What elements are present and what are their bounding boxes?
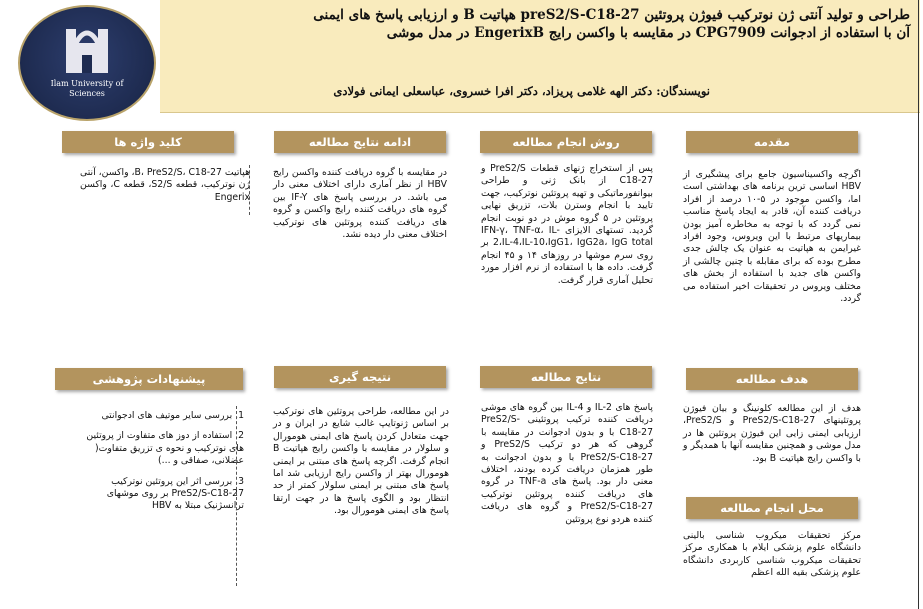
suggestion-item: 2. استفاده از دوز های متفاوت از پروتئین های نوترکیب و نحوه ی تزریق متفاوت( عضلانی، صفاقی و ...) xyxy=(86,430,244,467)
keywords-heading: کلید واژه ها xyxy=(62,131,234,153)
right-border xyxy=(918,0,919,609)
results-heading: نتایج مطالعه xyxy=(480,366,652,388)
methods-text: پس از استخراج ژنهای قطعات PreS2/S و C18-27 از بانک ژنی و طراحی بیوانفورماتیکی و تهیه پروتئین نوترکیب، جهت تایید با انجام وسترن بلات، تزریق نهایی پروتئین در ۵ گروه موش در دو نوبت انجام گردید. تستهای الایزای IFN-γ، TNF-α، IL-2،IL-4،IL-10،IgG1، IgG2a، IgG total بر روی سرم موشها در روزهای ۱۴ و ۴۵ انجام گرفت. داده ها با استفاده از نرم افزار مورد تحلیل آماری قرار گرفت. xyxy=(481,163,654,286)
building-icon xyxy=(64,21,110,77)
keywords-guide xyxy=(249,165,250,215)
poster-title xyxy=(180,6,910,42)
location-text: مرکز تحقیقات میکروب شناسی بالینی دانشگاه علوم پزشکی ایلام با همکاری مرکز تحقیقات میکروب شناسی کاربردی دانشگاه علوم پزشکی بقیه الله اعظم xyxy=(683,530,861,579)
results-continued-heading: ادامه نتایج مطالعه xyxy=(274,131,446,153)
suggestions-heading: پیشنهادات پژوهشی xyxy=(55,368,243,390)
aim-heading: هدف مطالعه xyxy=(686,368,858,390)
logo-text-line1: Ilam University of xyxy=(50,79,124,88)
title-line1: طراحی و تولید آنتی ژن نوترکیب فیوژن پروتئین preS2/S-C18-27 هپاتیت B و ارزیابی پاسخ های ایمنی xyxy=(313,7,910,23)
title-line2: آن با استفاده از ادجوانت CPG7909 در مقایسه با واکسن رایج EngerixB در مدل موشی xyxy=(386,25,910,41)
university-logo xyxy=(18,5,156,121)
suggestion-item: 3. بررسی اثر این پروتئین نوترکیب PreS2/S-C18-27 بر روی موشهای ترانسژنیک مبتلا به HBV xyxy=(106,475,244,512)
suggestions-guide xyxy=(236,406,237,586)
suggestion-item: 1. بررسی سایر موتیف های ادجوانتی xyxy=(101,410,244,421)
methods-heading: روش انجام مطالعه xyxy=(480,131,652,153)
location-heading: محل انجام مطالعه xyxy=(686,497,858,519)
keywords-text: هپاتیت B، PreS2/S، C18-27، واکسن، آنتی ژن نوترکیب، قطعه S2/S، قطعه C، واکسن Engerix xyxy=(80,167,251,203)
intro-heading: مقدمه xyxy=(686,131,858,153)
results-text: پاسخ های IL-2 و IL-4 بین گروه های موشی دریافت کننده ترکیب پروتئینی PreS2/S-C18-27 با و بدون ادجوانت در مقایسه با گروهی که هر دو ترکیب PreS2/S و PreS2/S-C18-27 با و بدون ادجوانت به طور همزمان دریافت کرده بودند، اختلاف معنی دار بود. پاسخ های TNF-a در گروه های دریافت کننده پروتئین نوترکیب PreS2/S-C18-27 و گروه های دریافت کننده هردو نوع پروتئین xyxy=(481,402,654,525)
suggestions-list xyxy=(82,410,244,521)
logo-text-line2: Sciences xyxy=(69,89,105,98)
logo-text xyxy=(20,79,154,99)
aim-text: هدف از این مطالعه کلونینگ و بیان فیوژن پروتئینهای PreS2/S-C18-27 و PreS2/S، ارزیابی ایمنی زایی این فیوژن پروتئین ها در مدل موشی و همچنین مقایسه آنها با همدیگر و با واکسن رایج هپاتیت B بود. xyxy=(683,403,861,464)
conclusion-text: در این مطالعه، طراحی پروتئین های نوترکیب بر اساس ژنوتایپ غالب شایع در ایران و در جهت متعادل کردن پاسخ های ایمنی هومورال و سلولار در مقایسه با واکسن رایج هپاتیت B انجام گرفت. اگرچه پاسخ های مبتنی بر ایمنی هومورال بهتر از واکسن رایج ارزیابی شد اما پاسخ های مبتنی بر ایمنی سلولار کمتر از حد انتظار بود و الگوی پاسخ ها در جهت ارتقا پاسخ های ایمنی هومورال بود. xyxy=(273,406,449,517)
authors: نویسندگان: دکتر الهه غلامی پریزاد، دکتر افرا خسروی، عباسعلی ایمانی فولادی xyxy=(333,84,710,98)
intro-text: اگرچه واکسیناسیون جامع برای پیشگیری از HBV اساسی ترین برنامه های بهداشتی است اما، واکسن موجود در ۵-۱۰ درصد از افراد دریافت کننده آن، قادر به ایجاد پاسخ مناسب نمی گردد که با توجه به مخاطره آمیز بودن بیماریهای مرتبط با این ویروس، وجود افراد غیرایمن به هپاتیت به عنوان یک چالش جدی مطرح بوده که برای مقابله با چنین چالشی از واکسن های جدید با استفاده از بخش های مختلف ویروس در تحقیقات اخیر استفاده می گردد. xyxy=(683,169,861,305)
results-continued-text: در مقایسه با گروه دریافت کننده واکسن رایج HBV از نظر آماری دارای اختلاف معنی دار می باشد. در بررسی پاسخ های IF-Y بین گروه های دریافت کننده رایج واکسن و گروه های دریافت کننده پروتئین های نوترکیب اختلاف معنی دار دیده نشد. xyxy=(273,167,447,241)
conclusion-heading: نتیجه گیری xyxy=(274,366,446,388)
